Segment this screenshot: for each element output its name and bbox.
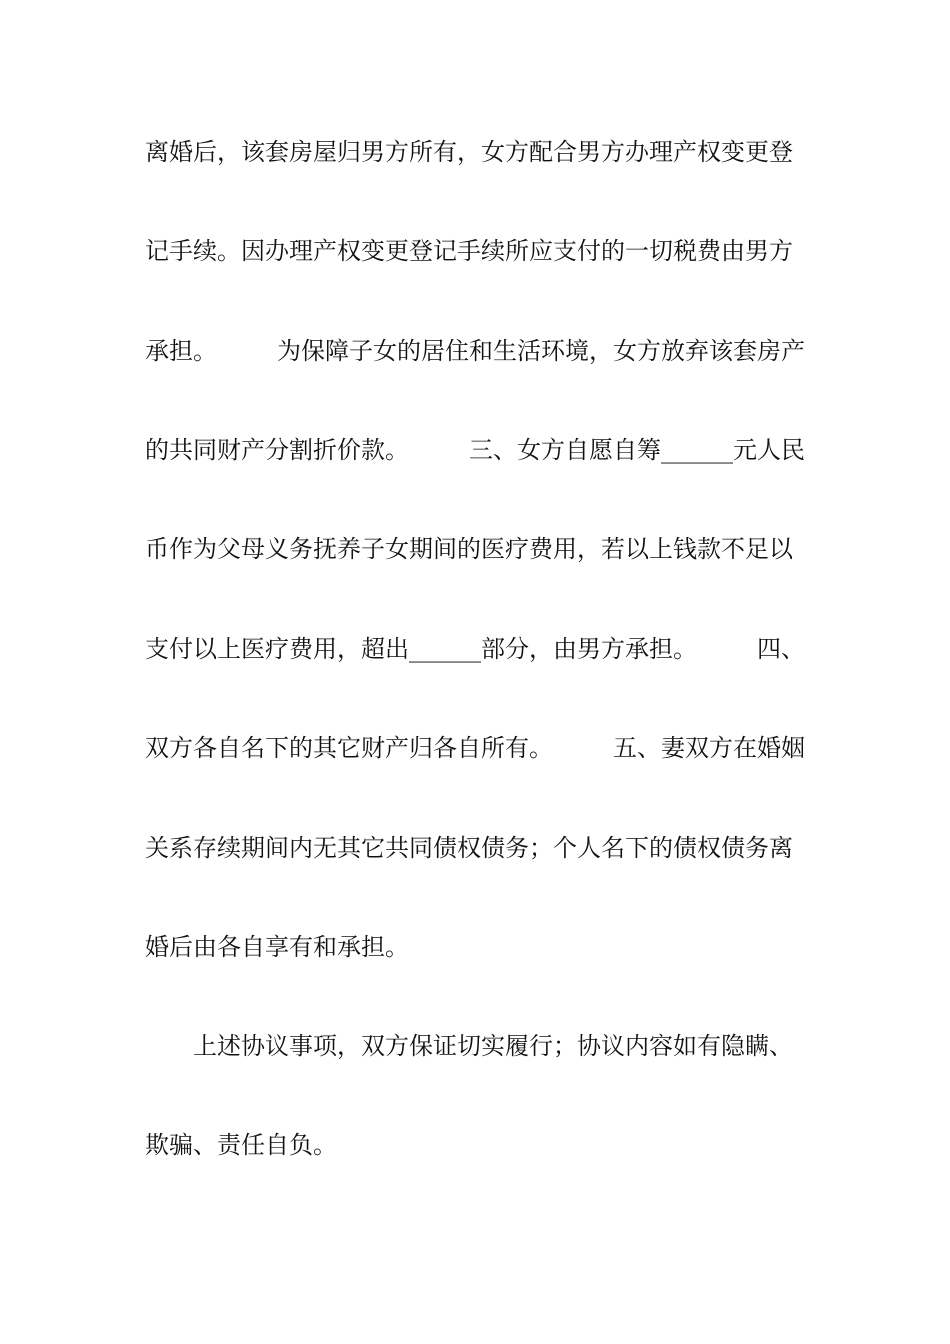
body-text-line: 双方各自名下的其它财产归各自所有。 五、妻双方在婚姻 — [145, 734, 805, 762]
body-text-line: 关系存续期间内无其它共同债权债务；个人名下的债权债务离 — [145, 834, 793, 862]
body-text-line: 币作为父母义务抚养子女期间的医疗费用，若以上钱款不足以 — [145, 535, 793, 563]
body-text-line: 支付以上医疗费用，超出______部分，由男方承担。 四、 — [145, 635, 805, 663]
body-text-line: 离婚后，该套房屋归男方所有，女方配合男方办理产权变更登 — [145, 138, 793, 166]
body-text-line: 承担。 为保障子女的居住和生活环境，女方放弃该套房产 — [145, 337, 805, 365]
body-text-line: 的共同财产分割折价款。 三、女方自愿自筹______元人民 — [145, 436, 805, 464]
body-text-line: 记手续。因办理产权变更登记手续所应支付的一切税费由男方 — [145, 237, 793, 265]
body-text-line: 欺骗、责任自负。 — [145, 1131, 337, 1159]
body-text-line: 婚后由各自享有和承担。 — [145, 933, 409, 961]
body-text-line: 上述协议事项，双方保证切实履行；协议内容如有隐瞒、 — [145, 1032, 793, 1060]
